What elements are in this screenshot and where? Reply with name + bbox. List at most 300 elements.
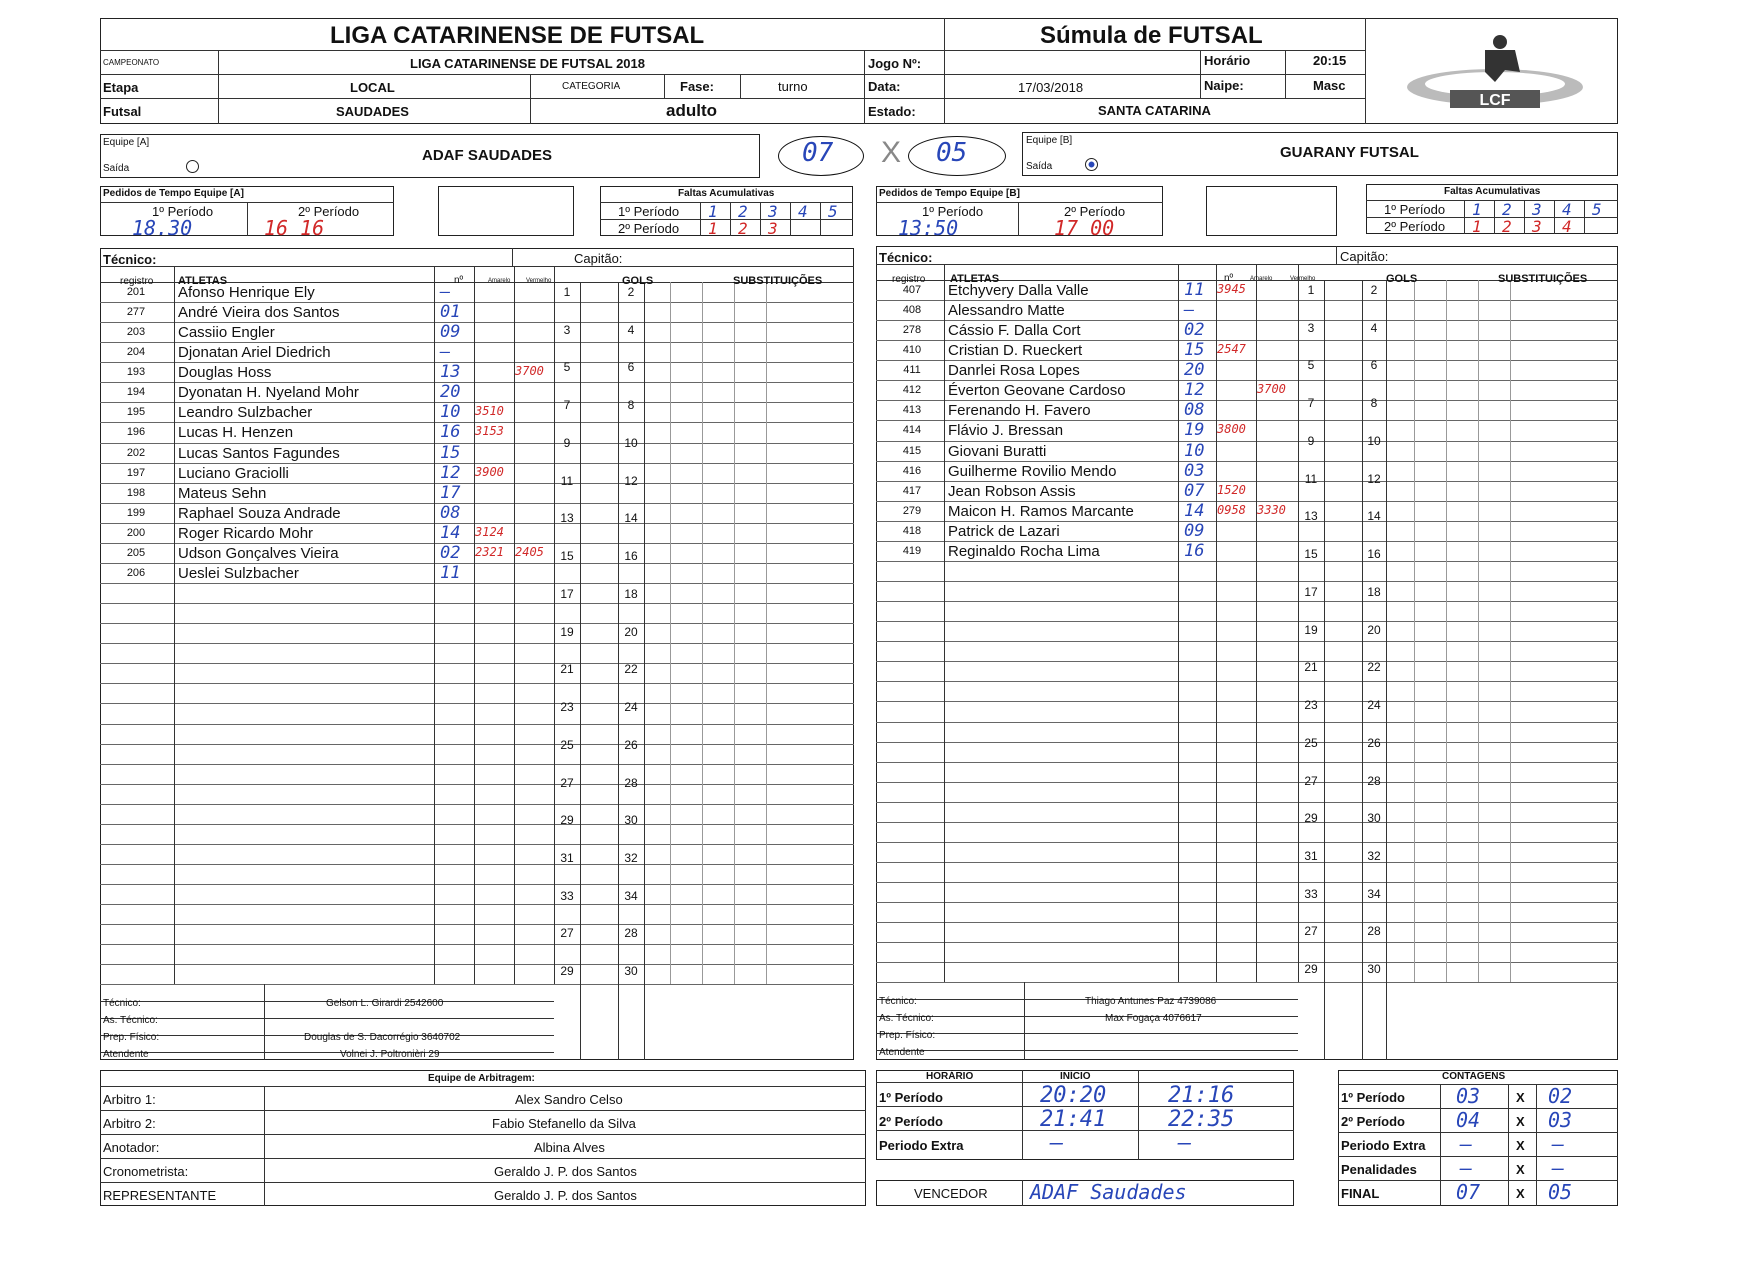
cont-1-b: 03	[1548, 1108, 1573, 1132]
team-a-goal-number: 28	[624, 775, 638, 790]
staff-a-3-value: Volnei J. Poltronièri 29	[340, 1049, 440, 1060]
cont-2-label: Periodo Extra	[1341, 1138, 1426, 1153]
ref-0-value: Alex Sandro Celso	[515, 1092, 623, 1107]
team-b-player-registro: 415	[902, 444, 922, 457]
falta-b-p2-2: 2	[1502, 217, 1512, 236]
team-a-player-number: 16	[440, 422, 461, 443]
horario-extra-fim: —	[1178, 1131, 1192, 1156]
horario-value: 20:15	[1313, 53, 1347, 68]
team-a-goal-number: 31	[560, 850, 574, 865]
ref-2-value: Albina Alves	[534, 1140, 605, 1155]
team-a-player-name: Leandro Sulzbacher	[178, 404, 313, 422]
team-a-goal-number: 30	[624, 964, 638, 979]
horario-extra-label: Periodo Extra	[879, 1138, 964, 1153]
team-a-player-number: 02	[440, 542, 461, 563]
team-b-player-name: Danrlei Rosa Lopes	[948, 362, 1080, 380]
team-a-player-number: 12	[440, 462, 461, 483]
team-b-saida-label: Saída	[1026, 161, 1053, 172]
falta-a-p2-1: 1	[708, 219, 718, 238]
team-b-player-number: 10	[1184, 440, 1205, 461]
ref-1-label: Arbitro 2:	[103, 1116, 156, 1131]
cont-3-label: Penalidades	[1341, 1162, 1417, 1177]
team-b-player-name: Ferenando H. Favero	[948, 402, 1091, 420]
reg-a-header: registro	[120, 276, 154, 287]
cont-0-x: X	[1516, 1090, 1525, 1105]
referees-box	[100, 1070, 866, 1206]
blank-b-box	[1206, 186, 1337, 236]
team-b-player-number: 14	[1184, 500, 1205, 521]
timeouts-a-p2-label: 2º Período	[298, 204, 360, 219]
team-a-player-number: —	[440, 342, 451, 363]
team-a-player-registro: 198	[126, 486, 146, 499]
team-a-player-red-card: 2405	[515, 544, 544, 559]
team-a-player-registro: 205	[126, 546, 146, 559]
team-a-player-name: Lucas Santos Fagundes	[178, 444, 340, 462]
team-b-goal-number: 10	[1367, 433, 1381, 448]
num-b-header: nº	[1224, 273, 1234, 284]
team-b-goal-number: 31	[1304, 848, 1318, 863]
team-b-goal-number: 27	[1304, 924, 1318, 939]
faltas-a-p1-label: 1º Período	[618, 204, 680, 219]
falta-a-p2-2: 2	[738, 219, 748, 238]
inicio-label: INÍCIO	[1060, 1071, 1091, 1082]
timeouts-a-p2: 16 16	[264, 216, 325, 240]
team-a-goal-number: 19	[560, 624, 574, 639]
horario-p1-label: 1º Período	[879, 1090, 943, 1105]
jogo-label: Jogo Nº:	[868, 56, 922, 71]
team-b-goal-number: 15	[1304, 547, 1318, 562]
team-a-goal-number: 16	[624, 549, 638, 564]
team-b-goal-number: 2	[1370, 283, 1378, 297]
team-b-player-number: 03	[1184, 460, 1205, 481]
contagens-title: CONTAGENS	[1442, 1071, 1506, 1082]
team-b-goal-number: 26	[1367, 735, 1381, 750]
team-a-player-registro: 197	[126, 466, 146, 479]
gols-a-header: GOLS	[622, 275, 654, 287]
futsal-label: Futsal	[103, 104, 142, 119]
horario-extra-inicio: —	[1050, 1131, 1064, 1156]
team-a-player-registro: 200	[126, 526, 146, 539]
team-b-player-registro: 411	[903, 364, 921, 377]
campeonato-label: CAMPEONATO	[103, 58, 160, 67]
sheet-title: Súmula de FUTSAL	[1040, 22, 1263, 49]
team-b-player-registro: 278	[902, 324, 922, 337]
fase-label: Fase:	[680, 79, 714, 94]
team-a-goal-number: 7	[563, 398, 571, 413]
staff-b-1-label: As. Técnico:	[879, 1013, 934, 1024]
team-a-player-yellow-card: 3900	[475, 464, 504, 479]
team-b-player-name: Maicon H. Ramos Marcante	[948, 502, 1134, 520]
timeouts-b-p2: 17 00	[1054, 216, 1115, 240]
team-b-goal-number: 29	[1304, 811, 1318, 826]
team-a-player-registro: 201	[126, 286, 146, 298]
falta-a-p1-3: 3	[768, 202, 778, 221]
team-b-goal-number: 25	[1304, 735, 1318, 750]
team-a-player-registro: 195	[126, 406, 146, 419]
staff-b-3-label: Atendente	[879, 1047, 925, 1058]
team-b-player-number: 16	[1184, 540, 1205, 561]
team-a-goal-number: 17	[560, 586, 574, 601]
falta-a-p1-5: 5	[828, 202, 838, 221]
league-title: LIGA CATARINENSE DE FUTSAL	[330, 22, 705, 49]
team-a-goal-number: 12	[624, 473, 638, 488]
team-b-goal-number: 30	[1367, 962, 1381, 977]
team-b-player-yellow-card: 3800	[1217, 422, 1246, 437]
team-a-goal-number: 5	[563, 360, 571, 375]
team-b-goal-number: 14	[1367, 509, 1381, 524]
etapa-value: LOCAL	[350, 80, 395, 95]
team-a-player-number: 20	[440, 382, 461, 403]
team-a-goal-number: 10	[624, 435, 638, 450]
gols-b-header: GOLS	[1386, 273, 1418, 285]
logo-text: LCF	[1479, 92, 1511, 109]
campeonato-value: LIGA CATARINENSE DE FUTSAL 2018	[410, 56, 645, 71]
cont-3-b: —	[1552, 1156, 1565, 1180]
ref-3-label: Cronometrista:	[103, 1164, 189, 1179]
team-b-player-number: —	[1184, 300, 1195, 321]
cont-0-b: 02	[1548, 1084, 1573, 1108]
team-b-goal-number: 4	[1370, 320, 1378, 335]
tecnico-b-label: Técnico:	[879, 250, 933, 265]
amarelo-a-header: Amarelo	[488, 278, 511, 284]
team-a-player-registro: 194	[126, 386, 146, 399]
timeouts-b-p1-label: 1º Período	[922, 204, 984, 219]
team-b-goal-number: 30	[1367, 811, 1381, 826]
team-a-player-name: Udson Gonçalves Vieira	[178, 544, 339, 562]
team-a-goal-number: 29	[560, 813, 574, 828]
team-a-saida-circle	[186, 160, 199, 173]
team-a-player-registro: 206	[126, 566, 146, 579]
team-b-player-registro: 407	[902, 284, 922, 296]
staff-a-2-label: Prep. Físico:	[103, 1032, 160, 1043]
staff-b-0-value: Thiago Antunes Paz 4739086	[1085, 996, 1217, 1007]
team-a-player-yellow-card: 3124	[475, 524, 504, 539]
falta-b-p1-5: 5	[1592, 200, 1602, 219]
staff-b-1-value: Max Fogaça 4076617	[1105, 1013, 1202, 1024]
ref-2-label: Anotador:	[103, 1140, 160, 1155]
team-b-player-red-card: 3330	[1257, 502, 1286, 517]
timeouts-b-label: Pedidos de Tempo Equipe [B]	[879, 188, 1020, 199]
team-a-goal-number: 26	[624, 737, 638, 752]
team-b-player-number: 19	[1184, 420, 1205, 441]
team-b-goal-number: 24	[1367, 698, 1381, 713]
team-a-goal-number: 27	[560, 926, 574, 941]
score-b: 05	[936, 138, 968, 168]
horario-title: HORÁRIO	[926, 1071, 974, 1082]
naipe-label: Naipe:	[1204, 78, 1244, 93]
team-a-saida-label: Saída	[103, 163, 130, 174]
team-a-player-number: 11	[440, 562, 461, 583]
staff-b-2-label: Prep. Físico:	[879, 1030, 936, 1041]
team-a-player-number: 10	[440, 402, 461, 423]
team-a-player-name: Cassiio Engler	[178, 324, 275, 342]
team-a-goal-number: 18	[624, 586, 638, 601]
team-a-player-name: Djonatan Ariel Diedrich	[178, 344, 331, 362]
estado-value: SANTA CATARINA	[1098, 103, 1211, 118]
team-a-goal-number: 20	[624, 624, 638, 639]
team-b-player-number: 12	[1184, 380, 1205, 401]
team-b-goal-number: 9	[1307, 433, 1315, 448]
team-b-label: Equipe [B]	[1026, 135, 1073, 146]
team-b-player-name: Cristian D. Rueckert	[948, 342, 1083, 360]
team-b-player-number: 09	[1184, 520, 1205, 541]
team-a-player-number: 09	[440, 322, 461, 343]
blank-a-box	[438, 186, 574, 236]
team-b-goal-number: 12	[1367, 471, 1381, 486]
team-b-player-number: 02	[1184, 320, 1205, 341]
team-b-player-red-card: 3700	[1257, 382, 1286, 397]
team-a-goal-number: 21	[560, 662, 574, 677]
horario-p2-label: 2º Período	[879, 1114, 943, 1129]
team-a-goal-number: 4	[627, 322, 635, 337]
team-a-goal-number: 34	[624, 888, 638, 903]
falta-b-p1-4: 4	[1562, 200, 1572, 219]
vermelho-a-header: Vermelho	[526, 278, 552, 284]
team-b-player-yellow-card: 0958	[1217, 502, 1246, 517]
team-b-player-registro: 408	[902, 304, 922, 317]
team-b-player-name: Etchyvery Dalla Valle	[948, 282, 1089, 299]
team-a-player-red-card: 3700	[515, 364, 544, 379]
horario-p2-inicio: 21:41	[1040, 1107, 1107, 1132]
staff-a-0-value: Gelson L. Girardi 2542600	[326, 998, 444, 1009]
team-b-player-registro: 410	[902, 344, 922, 357]
ref-4-label: REPRESENTANTE	[103, 1188, 217, 1203]
cont-3-x: X	[1516, 1162, 1525, 1177]
team-b-goal-number: 19	[1304, 622, 1318, 637]
team-a-player-name: Afonso Henrique Ely	[178, 284, 315, 301]
horario-label: Horário	[1204, 53, 1251, 68]
falta-b-p1-1: 1	[1472, 200, 1482, 219]
faltas-b-label: Faltas Acumulativas	[1444, 186, 1541, 197]
team-b-player-name: Jean Robson Assis	[948, 482, 1076, 500]
team-a-goal-number: 14	[624, 511, 638, 526]
vencedor-value: ADAF Saudades	[1030, 1180, 1187, 1204]
staff-a-0-label: Técnico:	[103, 998, 141, 1009]
categoria-value: adulto	[666, 101, 717, 120]
team-b-player-number: 15	[1184, 340, 1205, 361]
falta-b-p1-2: 2	[1502, 200, 1512, 219]
horario-p1-fim: 21:16	[1168, 1083, 1235, 1108]
score-a: 07	[802, 138, 834, 168]
score-sheet	[100, 18, 1618, 1208]
falta-b-p2-3: 3	[1532, 217, 1542, 236]
timeouts-a-p1: 18.30	[132, 216, 193, 240]
team-a-player-name: Mateus Sehn	[178, 484, 267, 502]
team-b-player-name: Cássio F. Dalla Cort	[948, 322, 1081, 340]
team-b-player-name: Giovani Buratti	[948, 442, 1047, 460]
team-b-goal-number: 22	[1367, 660, 1381, 675]
cont-0-a: 03	[1456, 1084, 1481, 1108]
team-a-player-name: Roger Ricardo Mohr	[178, 524, 314, 542]
subs-a-header: SUBSTITUIÇÕES	[733, 275, 823, 287]
team-a-player-name: Luciano Graciolli	[178, 464, 289, 482]
team-b-goal-number: 33	[1304, 886, 1318, 901]
cont-2-x: X	[1516, 1138, 1525, 1153]
staff-a-2-value: Douglas de S. Dacorrégio 3640702	[304, 1032, 461, 1043]
capitao-a-label: Capitão:	[574, 251, 623, 266]
team-b-player-yellow-card: 3945	[1217, 282, 1246, 296]
team-a-label: Equipe [A]	[103, 137, 150, 148]
team-a-player-name: Ueslei Sulzbacher	[178, 564, 299, 582]
team-a-goal-number: 25	[560, 737, 574, 752]
team-b-player-registro: 418	[902, 524, 922, 537]
team-a-goal-number: 28	[624, 926, 638, 941]
faltas-a-label: Faltas Acumulativas	[678, 188, 775, 199]
team-a-player-yellow-card: 3153	[475, 424, 504, 439]
team-a-player-registro: 203	[126, 326, 146, 339]
team-b-player-registro: 419	[902, 544, 922, 557]
team-a-player-name: Lucas H. Henzen	[178, 424, 294, 442]
team-a-goal-number: 30	[624, 813, 638, 828]
falta-b-p1-3: 3	[1532, 200, 1542, 219]
capitao-b-label: Capitão:	[1340, 249, 1389, 264]
falta-a-p1-1: 1	[708, 202, 718, 221]
futsal-value: SAUDADES	[336, 104, 409, 119]
team-b-player-registro: 414	[902, 424, 922, 437]
team-b-player-name: Alessandro Matte	[948, 302, 1065, 320]
team-a-goal-number: 22	[624, 662, 638, 677]
team-a-goal-number: 11	[560, 473, 574, 488]
team-a-player-number: 14	[440, 522, 461, 543]
ref-4-value: Geraldo J. P. dos Santos	[494, 1188, 637, 1203]
tecnico-a-label: Técnico:	[103, 252, 157, 267]
team-a-player-number: —	[440, 282, 451, 302]
team-a-goal-number: 15	[560, 549, 574, 564]
team-b-player-number: 20	[1184, 360, 1205, 381]
team-b-goal-number: 17	[1304, 584, 1318, 599]
team-a-player-registro: 193	[126, 366, 146, 379]
league-logo	[1400, 32, 1590, 112]
team-b-player-registro: 412	[902, 384, 922, 397]
team-a-player-name: Dyonatan H. Nyeland Mohr	[178, 384, 359, 402]
team-b-goal-number: 32	[1367, 848, 1381, 863]
team-a-player-registro: 202	[126, 446, 146, 459]
header-box	[100, 18, 1618, 124]
team-a-player-number: 17	[440, 482, 461, 503]
team-a-player-number: 15	[440, 442, 461, 463]
team-b-player-number: 07	[1184, 480, 1205, 501]
team-a-player-name: André Vieira dos Santos	[178, 304, 340, 322]
falta-a-p1-4: 4	[798, 202, 808, 221]
team-a-goal-number: 24	[624, 700, 638, 715]
horario-p1-inicio: 20:20	[1040, 1083, 1107, 1108]
team-a-player-registro: 277	[126, 306, 146, 319]
team-b-goal-number: 11	[1304, 471, 1318, 486]
amarelo-b-header: Amarelo	[1250, 276, 1273, 282]
team-a-player-number: 01	[440, 302, 461, 323]
team-b-goal-number: 28	[1367, 924, 1381, 939]
team-b-player-number: 08	[1184, 400, 1205, 421]
ref-1-value: Fabio Stefanello da Silva	[492, 1116, 636, 1131]
team-a-goal-number: 27	[560, 775, 574, 790]
team-b-goal-number: 34	[1367, 886, 1381, 901]
team-b-goal-number: 28	[1367, 773, 1381, 788]
horario-p2-fim: 22:35	[1168, 1107, 1235, 1132]
team-a-player-number: 13	[440, 362, 461, 383]
team-b-player-name: Reginaldo Rocha Lima	[948, 542, 1100, 560]
team-b-saida-circle	[1085, 158, 1098, 171]
team-a-player-registro: 196	[126, 426, 146, 439]
etapa-label: Etapa	[103, 80, 139, 95]
team-a-player-yellow-card: 2321	[475, 544, 504, 559]
staff-a-3-label: Atendente	[103, 1049, 149, 1060]
num-a-header: nº	[454, 275, 464, 286]
ref-3-value: Geraldo J. P. dos Santos	[494, 1164, 637, 1179]
team-b-goal-number: 29	[1304, 962, 1318, 977]
timeouts-a-p1-label: 1º Período	[152, 204, 214, 219]
cont-4-b: 05	[1548, 1180, 1573, 1204]
atletas-a-header: ATLETAS	[178, 275, 228, 287]
team-b-goal-number: 6	[1370, 358, 1378, 373]
team-a-goal-number: 33	[560, 888, 574, 903]
vermelho-b-header: Vermelho	[1290, 276, 1316, 282]
cont-2-a: —	[1460, 1132, 1473, 1156]
team-a-goal-number: 29	[560, 964, 574, 979]
team-a-player-name: Raphael Souza Andrade	[178, 504, 341, 522]
team-b-player-name: Guilherme Rovilio Mendo	[948, 462, 1117, 480]
faltas-b-p2-label: 2º Período	[1384, 219, 1446, 234]
team-a-goal-number: 13	[560, 511, 574, 526]
team-b-goal-number: 1	[1307, 283, 1315, 297]
cont-4-x: X	[1516, 1186, 1525, 1201]
team-b-name: GUARANY FUTSAL	[1280, 144, 1419, 161]
team-a-goal-number: 8	[627, 398, 635, 413]
timeouts-b-p1: 13:50	[898, 216, 959, 240]
team-a-goal-number: 6	[627, 360, 635, 375]
team-b-goal-number: 23	[1304, 698, 1318, 713]
team-a-goal-number: 2	[627, 285, 635, 299]
team-b-goal-number: 13	[1304, 509, 1318, 524]
team-b-goal-number: 21	[1304, 660, 1318, 675]
team-b-player-registro: 417	[902, 484, 922, 497]
falta-b-p2-1: 1	[1472, 217, 1482, 236]
fase-value: turno	[778, 79, 808, 94]
team-b-player-name: Patrick de Lazari	[948, 522, 1060, 540]
cont-1-label: 2º Período	[1341, 1114, 1405, 1129]
team-b-goal-number: 16	[1367, 547, 1381, 562]
falta-a-p2-3: 3	[768, 219, 778, 238]
team-b-player-number: 11	[1184, 280, 1205, 300]
reg-b-header: registro	[892, 274, 926, 285]
subs-b-header: SUBSTITUIÇÕES	[1498, 273, 1588, 285]
cont-2-b: —	[1552, 1132, 1565, 1156]
estado-label: Estado:	[868, 104, 916, 119]
team-b-goal-number: 20	[1367, 622, 1381, 637]
team-a-player-registro: 204	[126, 346, 146, 359]
team-b-goal-number: 27	[1304, 773, 1318, 788]
categoria-label: CATEGORIA	[562, 81, 621, 92]
data-value: 17/03/2018	[1018, 80, 1084, 95]
ref-0-label: Arbitro 1:	[103, 1092, 156, 1107]
team-b-player-name: Flávio J. Bressan	[948, 422, 1064, 440]
team-b-player-registro: 279	[902, 504, 922, 517]
cont-4-label: FINAL	[1341, 1186, 1380, 1201]
timeouts-a-label: Pedidos de Tempo Equipe [A]	[103, 188, 244, 199]
team-b-goal-number: 7	[1307, 396, 1315, 411]
faltas-a-p2-label: 2º Período	[618, 221, 680, 236]
cont-1-a: 04	[1456, 1108, 1481, 1132]
cont-4-a: 07	[1456, 1180, 1481, 1204]
team-a-goal-number: 9	[563, 435, 571, 450]
team-b-goal-number: 18	[1367, 584, 1381, 599]
score-x: X	[881, 136, 902, 169]
team-a-goal-number: 23	[560, 700, 574, 715]
team-a-goal-number: 3	[563, 322, 571, 337]
team-a-player-registro: 199	[126, 506, 146, 519]
team-b-player-yellow-card: 1520	[1217, 482, 1246, 497]
timeouts-b-p2-label: 2º Período	[1064, 204, 1126, 219]
team-b-player-name: Éverton Geovane Cardoso	[948, 382, 1126, 400]
